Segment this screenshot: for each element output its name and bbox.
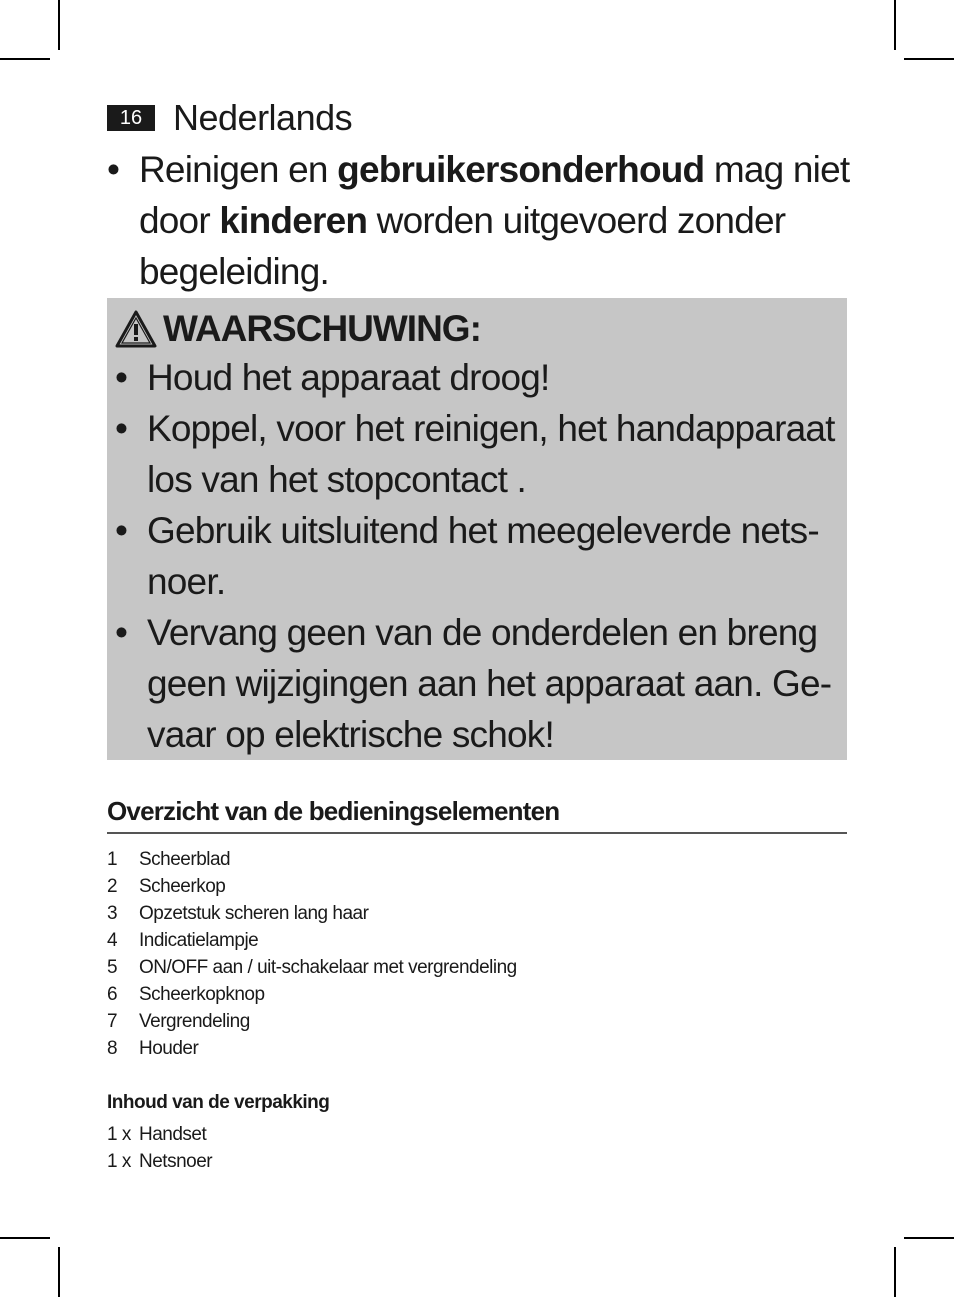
warning-heading — [115, 304, 481, 354]
list-item: 6 Scheerkopknop — [107, 984, 265, 1005]
warning-triangle-icon — [115, 309, 157, 349]
page-header — [107, 96, 352, 140]
list-item: 5 ON/OFF aan / uit-schakelaar met vergrendeling — [107, 957, 517, 978]
list-item: 4 Indicatielampje — [107, 930, 259, 951]
crop-mark — [58, 1247, 60, 1297]
intro-text: Reinigen en gebruikersonderhoud mag niet door kinderen worden uitgevoerd zonder begeleiding. — [139, 149, 850, 292]
list-item: • Gebruik uitsluitend het meegeleverde nets-noer. — [115, 510, 819, 602]
warning-list — [115, 352, 845, 760]
package-list — [107, 1121, 212, 1175]
crop-mark — [0, 58, 50, 60]
warning-title: WAARSCHUWING: — [163, 308, 481, 349]
list-item: • Vervang geen van de onderdelen en breng geen wijzigingen aan het apparaat aan. Ge-vaar op elektrische schok! — [115, 612, 832, 755]
list-item: • Houd het apparaat droog! — [115, 357, 550, 398]
list-item: 1 x Netsnoer — [107, 1151, 213, 1172]
crop-mark — [58, 0, 60, 50]
warning-box — [107, 298, 847, 760]
crop-mark — [894, 0, 896, 50]
list-item: 1 x Handset — [107, 1124, 207, 1145]
page-number: 16 — [107, 105, 155, 131]
package-heading: Inhoud van de verpakking — [107, 1092, 330, 1113]
list-item: • Koppel, voor het reinigen, het handapparaat los van het stopcontact . — [115, 408, 835, 500]
crop-mark — [904, 1237, 954, 1239]
bullet: • — [107, 149, 120, 190]
list-item: 1 Scheerblad — [107, 849, 231, 870]
crop-mark — [0, 1237, 50, 1239]
language-title: Nederlands — [173, 97, 353, 138]
list-item: 3 Opzetstuk scheren lang haar — [107, 903, 369, 924]
controls-list — [107, 846, 517, 1062]
controls-heading: Overzicht van de bedieningselementen — [107, 794, 847, 834]
intro-bullet — [107, 144, 867, 297]
crop-mark — [894, 1247, 896, 1297]
list-item: 2 Scheerkop — [107, 876, 226, 897]
crop-mark — [904, 58, 954, 60]
list-item: 8 Houder — [107, 1038, 199, 1059]
list-item: 7 Vergrendeling — [107, 1011, 250, 1032]
